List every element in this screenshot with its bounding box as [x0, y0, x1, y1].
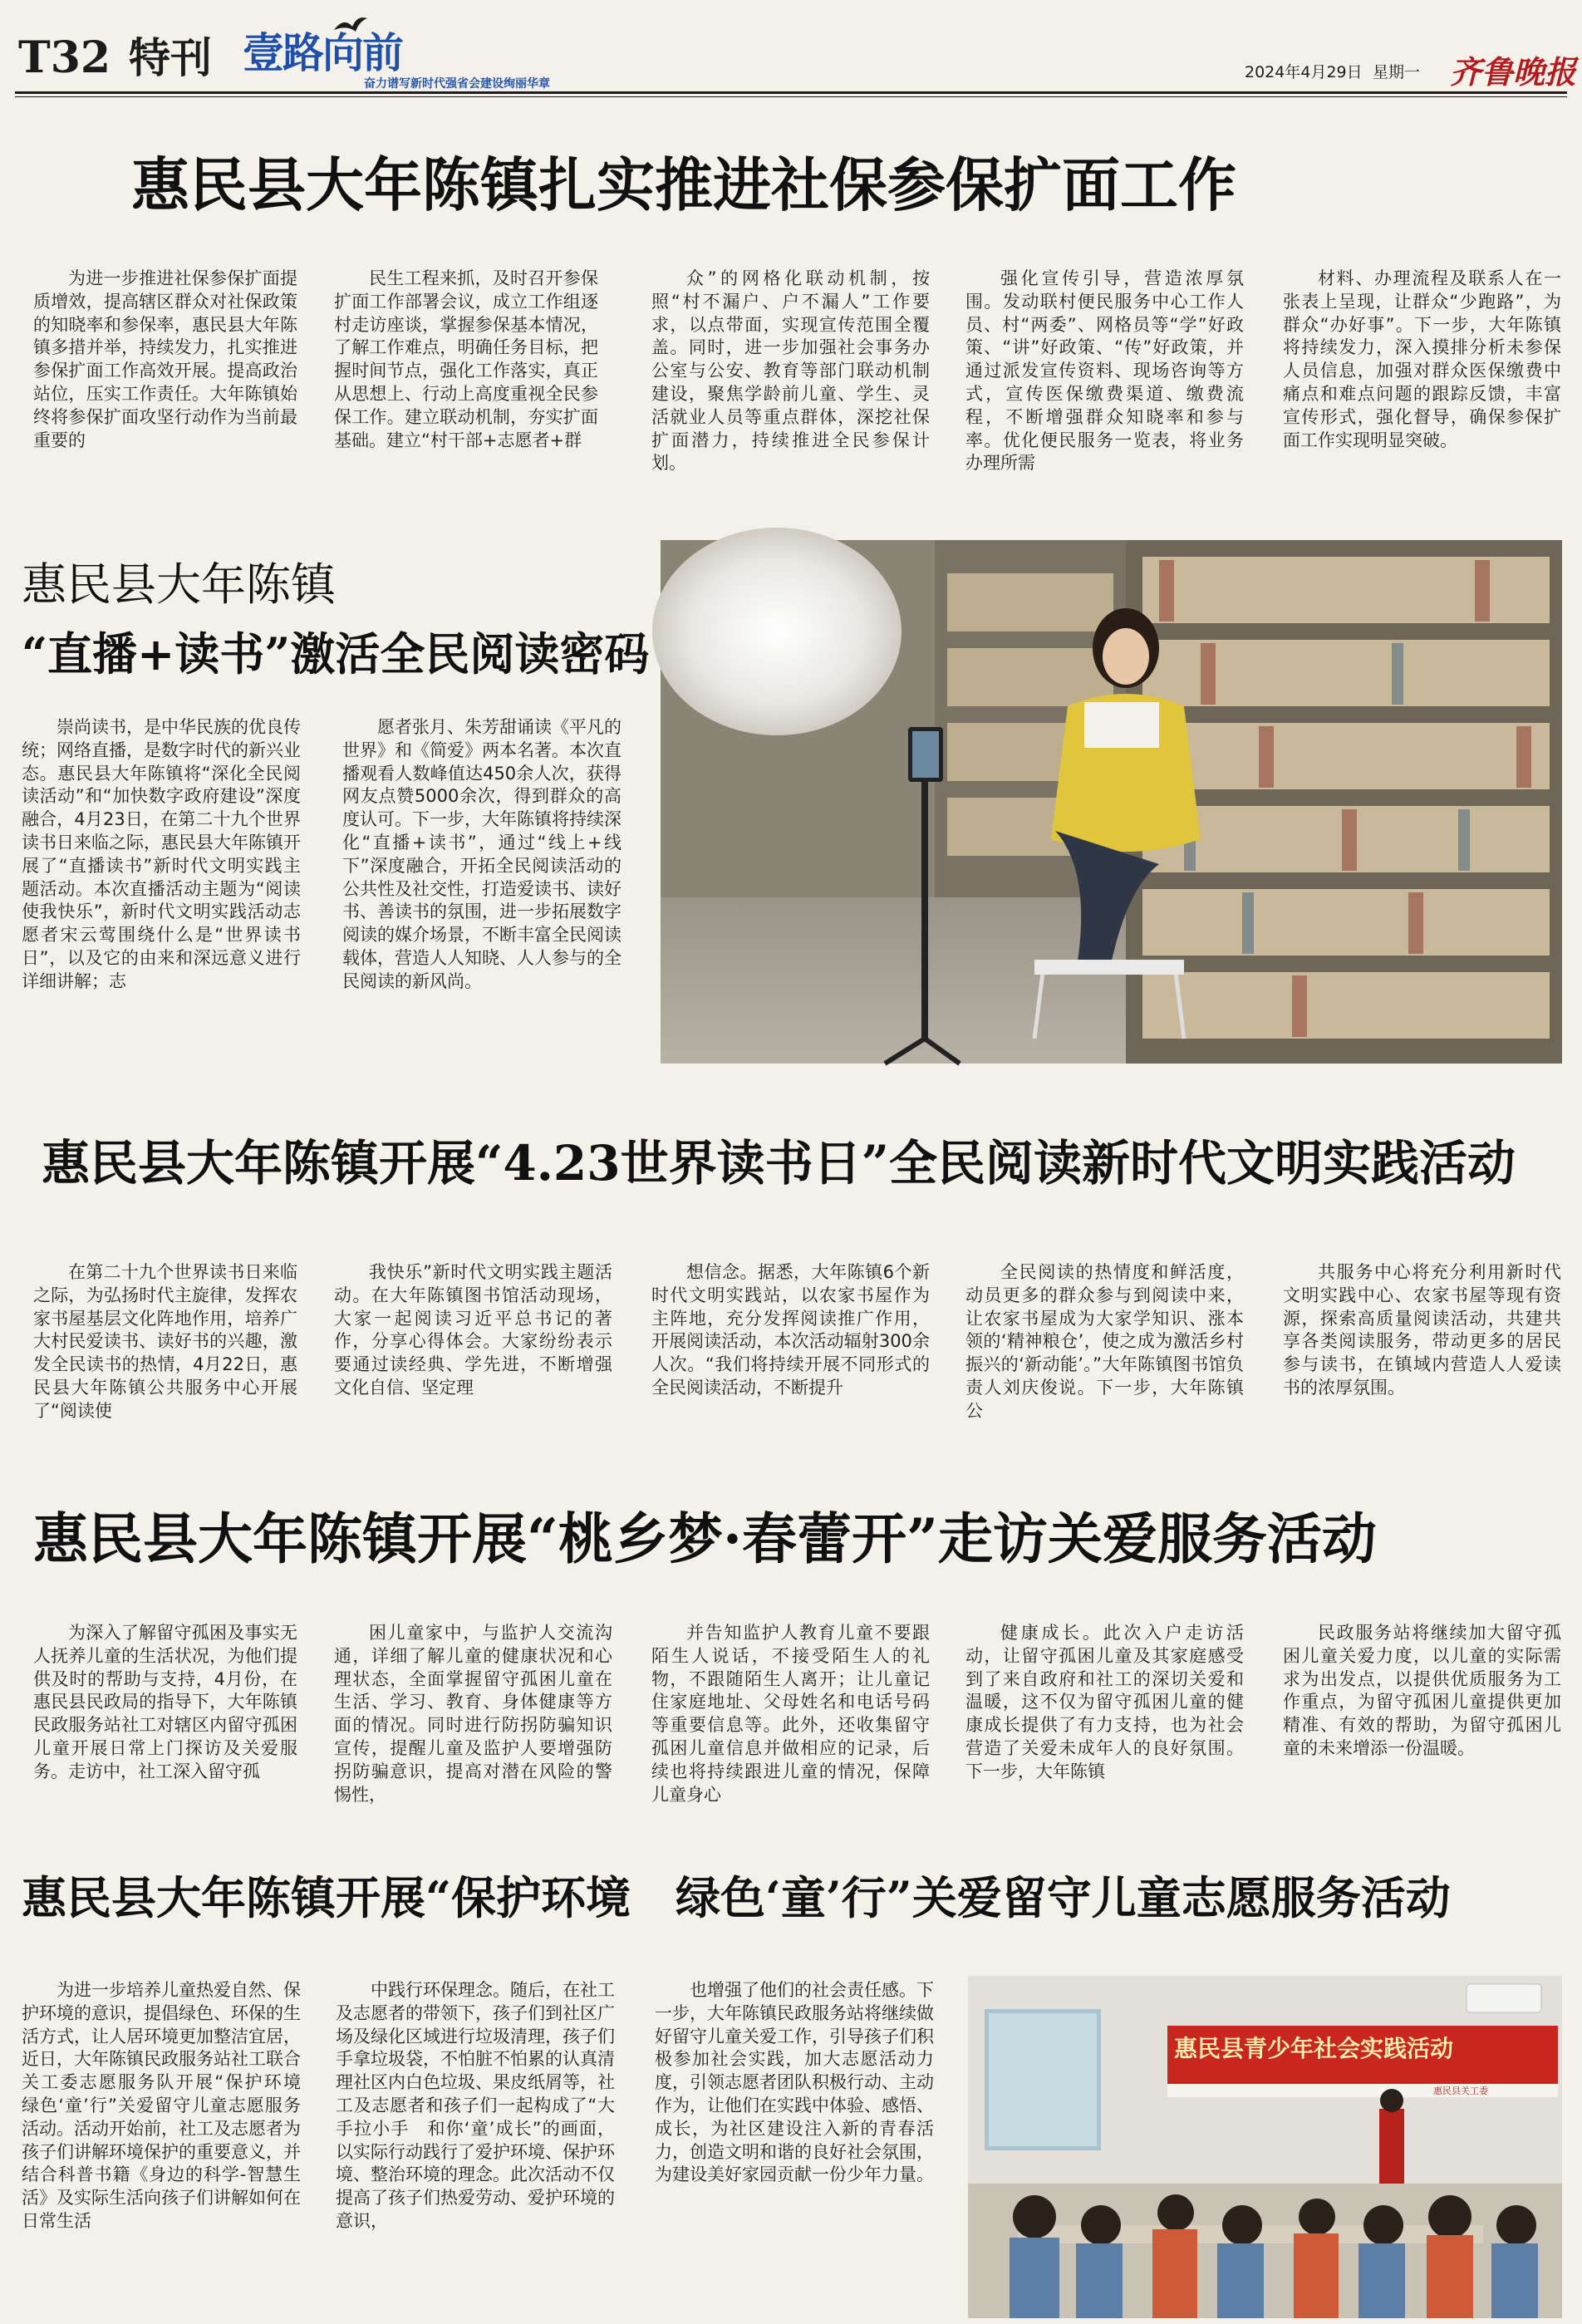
article4-headline: 惠民县大年陈镇开展“桃乡梦·春蕾开”走访关爱服务活动	[33, 1506, 1377, 1571]
article5-col-1: 为进一步培养儿童热爱自然、保护环境的意识，提倡绿色、环保的生活方式，让人居环境更加整洁宜居，近日，大年陈镇民政服务站社工联合关工委志愿服务队开展“保护环境 绿色‘童’行”关爱留守儿童志愿服务活动。活动开始前，社工及志愿者为孩子们讲解环境保护的重要意义，并结合科普书籍《身边的科学-智慧生活》及实际生活向孩子们讲解如何在日常生活	[22, 1980, 318, 2231]
masthead-rule-thin	[15, 96, 1567, 97]
livestream-reading-photo	[661, 540, 1562, 1064]
section-name: 特刊	[129, 33, 212, 82]
article1-col-2: 民生工程来抓，及时召开参保扩面工作部署会议，成立工作组逐村走访座谈，掌握参保基本情况，了解工作难点，明确任务目标，把握时间节点，强化工作落实，真正从思想上、行动上高度重视全民参保工作。建立联动机制，夯实扩面基础。建立“村干部+志愿者+群	[334, 268, 598, 450]
article1-headline: 惠民县大年陈镇扎实推进社保参保扩面工作	[131, 150, 1236, 219]
article5-headline: 惠民县大年陈镇开展“保护环境 绿色‘童’行”关爱留守儿童志愿服务活动	[22, 1871, 1451, 1924]
article1-col-3: 众”的网格化联动机制，按照“村不漏户、户不漏人”工作要求，以点带面，实现宣传范围全覆盖。同时，进一步加强社会事务办公室与公安、教育等部门联动机制建设，聚焦学龄前儿童、学生、灵活就业人员等重点群体，深挖社保扩面潜力，持续推进全民参保计划。	[651, 268, 930, 474]
page-number: T32	[18, 32, 111, 83]
article2-col-2: 愿者张月、朱芳甜诵读《平凡的世界》和《简爱》两本名著。本次直播观看人数峰值达450余人次，获得网友点赞5000余次，得到群众的高度认可。下一步，大年陈镇将持续深化“直播+读书”，通过“线上+线下”深度融合，开拓全民阅读活动的公共性及社交性，打造爱读书、读好书、善读书的氛围，进一步拓展数字阅读的媒介场景，不断丰富全民阅读载体，营造人人知晓、人人参与的全民阅读的新风尚。	[342, 717, 622, 991]
photo-banner-subtext: 惠民县关工委	[1433, 2086, 1488, 2096]
photo-banner-text: 惠民县青少年社会实践活动	[1174, 2035, 1454, 2062]
article2-headline: “直播+读书”激活全民阅读密码	[22, 627, 650, 680]
article3-col-4: 全民阅读的热情度和鲜活度，动员更多的群众参与到阅读中来，让农家书屋成为大家学知识、涨本领的‘精神粮仓’，使之成为激活乡村振兴的‘新动能’。”大年陈镇图书馆负责人刘庆俊说。下一步，大年陈镇公	[965, 1262, 1244, 1421]
article1-col-4: 强化宣传引导，营造浓厚氛围。发动联村便民服务中心工作人员、村“两委”、网格员等“学”好政策、“讲”好政策、“传”好政策，并通过派发宣传资料、现场咨询等方式，宣传医保缴费渠道、缴费流程，不断增强群众知晓率和参与率。优化便民服务一览表，将业务办理所需	[965, 268, 1244, 474]
masthead-rule	[15, 91, 1567, 94]
article4-col-3: 并告知监护人教育儿童不要跟陌生人说话，不接受陌生人的礼物，不跟随陌生人离开；让儿童记住家庭地址、父母姓名和电话号码等重要信息等。此外，还收集留守孤困儿童信息并做相应的记录，后续也将持续跟进儿童的情况，保障儿童身心	[651, 1623, 930, 1805]
column-logo: 壹路向前	[243, 28, 402, 77]
article3-col-1: 在第二十九个世界读书日来临之际，为弘扬时代主旋律，发挥农家书屋基层文化阵地作用，培养广大村民爱读书、读好书的兴趣，激发全民读书的热情，4月22日，惠民县大年陈镇公共服务中心开展了“阅读使	[33, 1262, 297, 1421]
issue-weekday: 星期一	[1373, 63, 1421, 81]
article5-col-3: 也增强了他们的社会责任感。下一步，大年陈镇民政服务站将继续做好留守儿童关爱工作，引导孩子们积极参加社会实践，加大志愿活动力度，引领志愿者团队积极行动、主动作为，让他们在实践中体验、感悟、成长，为社区建设注入新的青春活力，创造文明和谐的良好社会氛围，为建设美好家园贡献一份少年力量。	[655, 1980, 934, 2185]
article3-col-2: 我快乐”新时代文明实践主题活动。在大年陈镇图书馆活动现场，大家一起阅读习近平总书记的著作，分享心得体会。大家纷纷表示要通过读经典、学先进，不断增强文化自信、坚定理	[334, 1262, 612, 1398]
bird-logo-icon	[332, 13, 369, 42]
article4-col-4: 健康成长。此次入户走访活动，让留守孤困儿童及其家庭感受到了来自政府和社工的深切关爱和温暖，这不仅为留守孤困儿童的健康成长提供了有力支持，也为社会营造了关爱未成年人的良好氛围。下一步，大年陈镇	[965, 1623, 1244, 1781]
article4-col-1: 为深入了解留守孤困及事实无人抚养儿童的生活状况，为他们提供及时的帮助与支持，4月份，在惠民县民政局的指导下，大年陈镇民政服务站社工对辖区内留守孤困儿童开展日常上门探访及关爱服务。走访中，社工深入留守孤	[33, 1623, 297, 1781]
children-activity-photo	[968, 1976, 1562, 2318]
article5-col-2: 中践行环保理念。随后，在社工及志愿者的带领下，孩子们到社区广场及绿化区域进行垃圾清理，孩子们手拿垃圾袋，不怕脏不怕累的认真清理社区内白色垃圾、果皮纸屑等，社工及志愿者和孩子们一起构成了“大手拉小手 和你‘童’成长”的画面，以实际行动践行了爱护环境、保护环境、整治环境的理念。此次活动不仅提高了孩子们热爱劳动、爱护环境的意识，	[336, 1980, 615, 2231]
article1-col-5: 材料、办理流程及联系人在一张表上呈现，让群众“少跑路”，为群众“办好事”。下一步，大年陈镇将持续发力，深入摸排分析未参保人员信息，加强对群众医保缴费中痛点和难点问题的跟踪反馈，丰富宣传形式，强化督导，确保参保扩面工作实现明显突破。	[1283, 268, 1561, 450]
article2-kicker: 惠民县大年陈镇	[22, 558, 336, 611]
article2-col-1: 崇尚读书，是中华民族的优良传统；网络直播，是数字时代的新兴业态。惠民县大年陈镇将“深化全民阅读活动”和“加快数字政府建设”深度融合，4月23日，在第二十九个世界读书日来临之际，惠民县大年陈镇开展了“直播读书”新时代文明实践主题活动。本次直播活动主题为“阅读使我快乐”，新时代文明实践活动志愿者宋云莺围绕什么是“世界读书日”，以及它的由来和深远意义进行详细讲解；志	[22, 717, 301, 991]
issue-date: 2024年4月29日	[1245, 63, 1363, 81]
article3-col-5: 共服务中心将充分利用新时代文明实践中心、农家书屋等现有资源，探索高质量阅读活动，共建共享各类阅读服务，带动更多的居民参与读书，在镇域内营造人人爱读书的浓厚氛围。	[1283, 1262, 1561, 1398]
article4-col-5: 民政服务站将继续加大留守孤困儿童关爱力度，以儿童的实际需求为出发点，以提供优质服务为工作重点，为留守孤困儿童提供更加精准、有效的帮助，为留守孤困儿童的未来增添一份温暖。	[1283, 1623, 1561, 1758]
article3-headline: 惠民县大年陈镇开展“4.23世界读书日”全民阅读新时代文明实践活动	[42, 1135, 1516, 1191]
article1-col-1: 为进一步推进社保参保扩面提质增效，提高辖区群众对社保政策的知晓率和参保率，惠民县大年陈镇多措并举，持续发力，扎实推进参保扩面工作高效开展。提高政治站位，压实工作责任。大年陈镇始终将参保扩面攻坚行动作为当前最重要的	[33, 268, 297, 450]
article3-col-3: 想信念。据悉，大年陈镇6个新时代文明实践站，以农家书屋作为主阵地，充分发挥阅读推广作用，开展阅读活动，本次活动辐射300余人次。“我们将持续开展不同形式的全民阅读活动，不断提升	[651, 1262, 930, 1398]
newspaper-name: 齐鲁晚报	[1450, 53, 1577, 91]
masthead-tagline: 奋力谱写新时代强省会建设绚丽华章	[364, 77, 550, 91]
article4-col-2: 困儿童家中，与监护人交流沟通，详细了解儿童的健康状况和心理状态，全面掌握留守孤困儿童在生活、学习、教育、身体健康等方面的情况。同时进行防拐防骗知识宣传，提醒儿童及监护人要增强防拐防骗意识，提高对潜在风险的警惕性，	[334, 1623, 612, 1805]
